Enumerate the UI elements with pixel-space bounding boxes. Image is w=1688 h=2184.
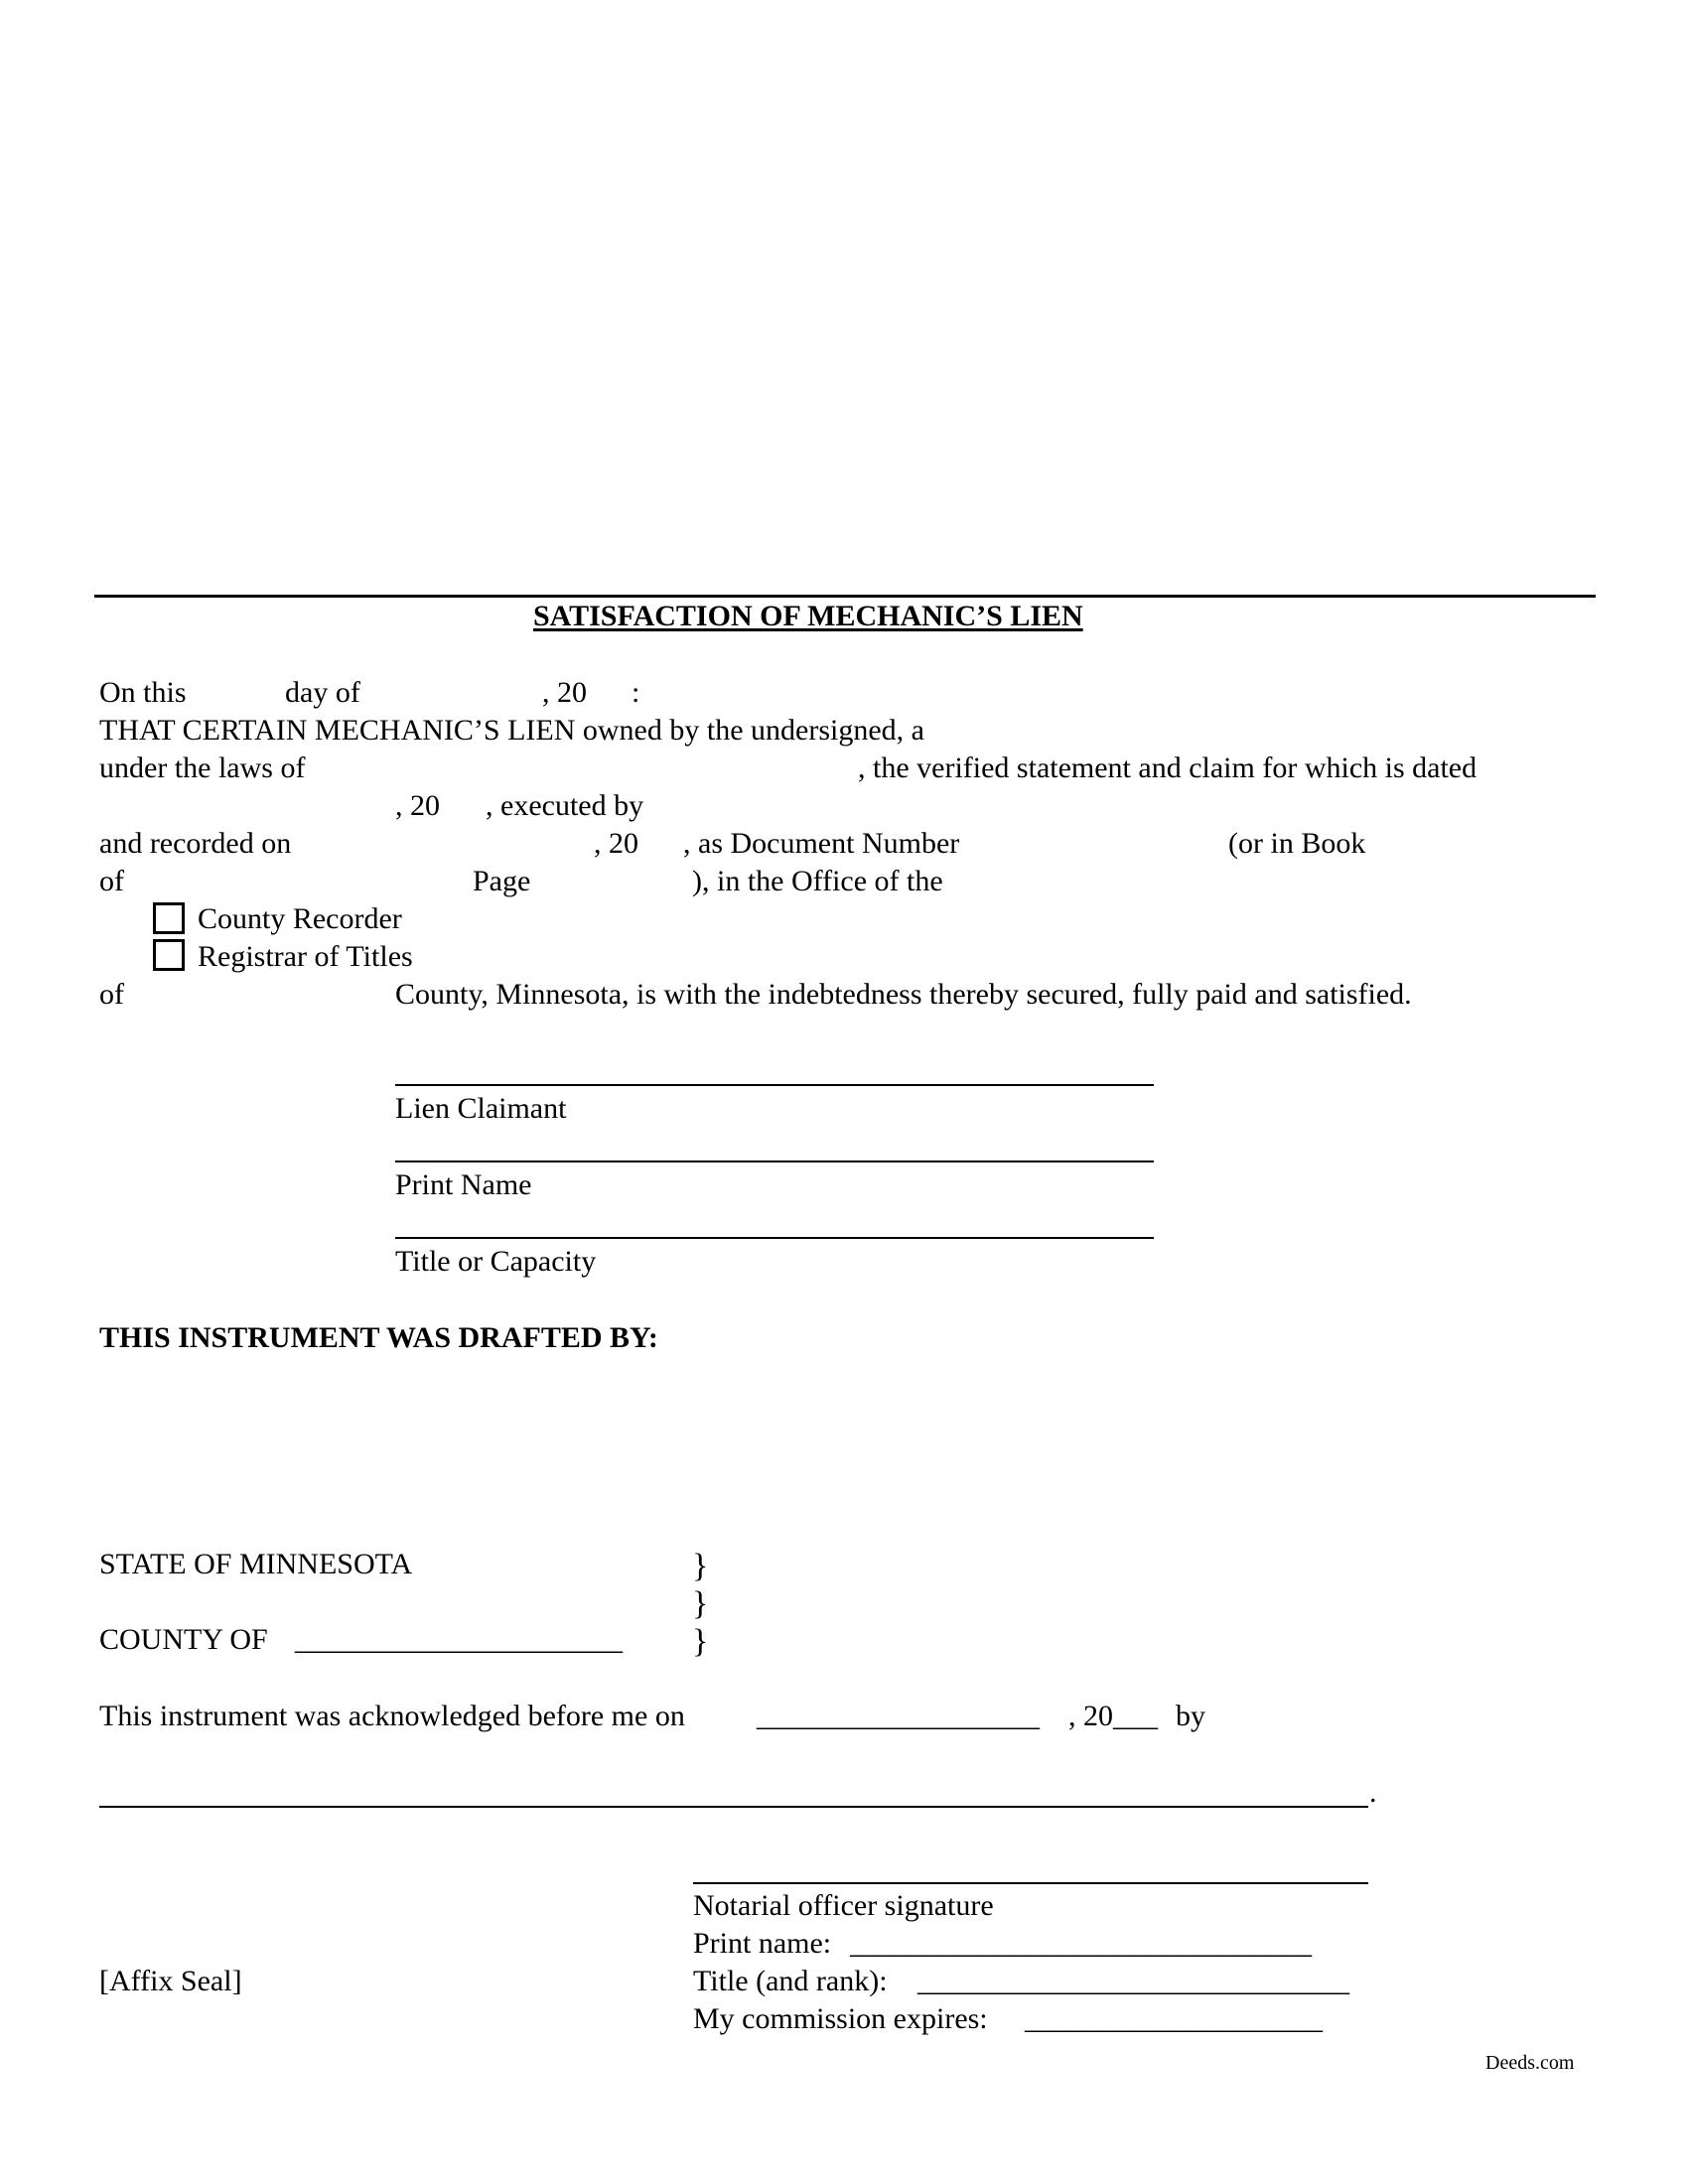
acknowledgment-date-blank: ___________________ [757, 1700, 1040, 1732]
acknowledgment-year: , 20___ [1068, 1700, 1158, 1732]
year-label-3: , 20 [594, 827, 638, 860]
notary-title-rank-label: Title (and rank): [693, 1965, 888, 1997]
notary-commission-blank: ____________________ [1025, 2002, 1323, 2035]
colon-label: : [632, 676, 640, 709]
lien-claimant-label: Lien Claimant [395, 1092, 567, 1125]
executed-by-label: , executed by [486, 789, 644, 822]
notary-title-rank-blank: _____________________________ [917, 1965, 1349, 1997]
notary-commission-label: My commission expires: [693, 2002, 988, 2035]
lien-statement: THAT CERTAIN MECHANIC’S LIEN owned by the undersigned, a [99, 714, 924, 747]
county-minnesota-statement: County, Minnesota, is with the indebtedness thereby secured, fully paid and satisfied. [395, 978, 1412, 1011]
print-name-label: Print Name [395, 1168, 532, 1201]
registrar-of-titles-checkbox[interactable] [153, 939, 185, 971]
on-this-label: On this [99, 676, 187, 709]
page-label: Page [473, 865, 531, 897]
under-laws-label: under the laws of [99, 751, 306, 784]
header-divider [94, 595, 1596, 598]
notarial-signature-line [693, 1882, 1368, 1884]
county-recorder-checkbox[interactable] [153, 902, 185, 934]
deeds-footer: Deeds.com [1485, 2052, 1575, 2074]
state-label: STATE OF MINNESOTA [99, 1548, 413, 1580]
county-recorder-label: County Recorder [198, 902, 402, 935]
notary-print-name-blank: _______________________________ [850, 1927, 1312, 1960]
year-label-2: , 20 [395, 789, 440, 822]
of-label-1: of [99, 865, 124, 897]
drafted-by-heading: THIS INSTRUMENT WAS DRAFTED BY: [99, 1321, 658, 1354]
brace-1: } [692, 1548, 709, 1584]
acknowledged-by-line [99, 1806, 1368, 1808]
registrar-of-titles-label: Registrar of Titles [198, 940, 413, 973]
acknowledgment-prefix: This instrument was acknowledged before me on [99, 1700, 685, 1732]
lien-claimant-signature-line [395, 1084, 1154, 1086]
title-capacity-line [395, 1237, 1154, 1239]
acknowledgment-by: by [1176, 1700, 1205, 1732]
book-label: (or in Book [1228, 827, 1366, 860]
county-of-blank: ______________________ [295, 1623, 623, 1656]
recorded-on-label: and recorded on [99, 827, 292, 860]
notary-print-name-label: Print name: [693, 1927, 832, 1960]
title-capacity-label: Title or Capacity [395, 1245, 597, 1278]
year-label-1: , 20 [542, 676, 587, 709]
county-of-label: COUNTY OF [99, 1623, 268, 1656]
document-number-label: , as Document Number [683, 827, 960, 860]
document-title: SATISFACTION OF MECHANIC’S LIEN [533, 600, 1083, 632]
day-of-label: day of [285, 676, 360, 709]
brace-2: } [692, 1585, 709, 1622]
of-label-2: of [99, 978, 124, 1011]
verified-statement-label: , the verified statement and claim for which is dated [858, 751, 1477, 784]
brace-3: } [692, 1623, 709, 1660]
affix-seal-label: [Affix Seal] [99, 1965, 242, 1997]
notarial-officer-signature-label: Notarial officer signature [693, 1889, 994, 1922]
acknowledged-by-period: . [1369, 1776, 1377, 1809]
print-name-line [395, 1160, 1154, 1162]
office-label: ), in the Office of the [692, 865, 943, 897]
